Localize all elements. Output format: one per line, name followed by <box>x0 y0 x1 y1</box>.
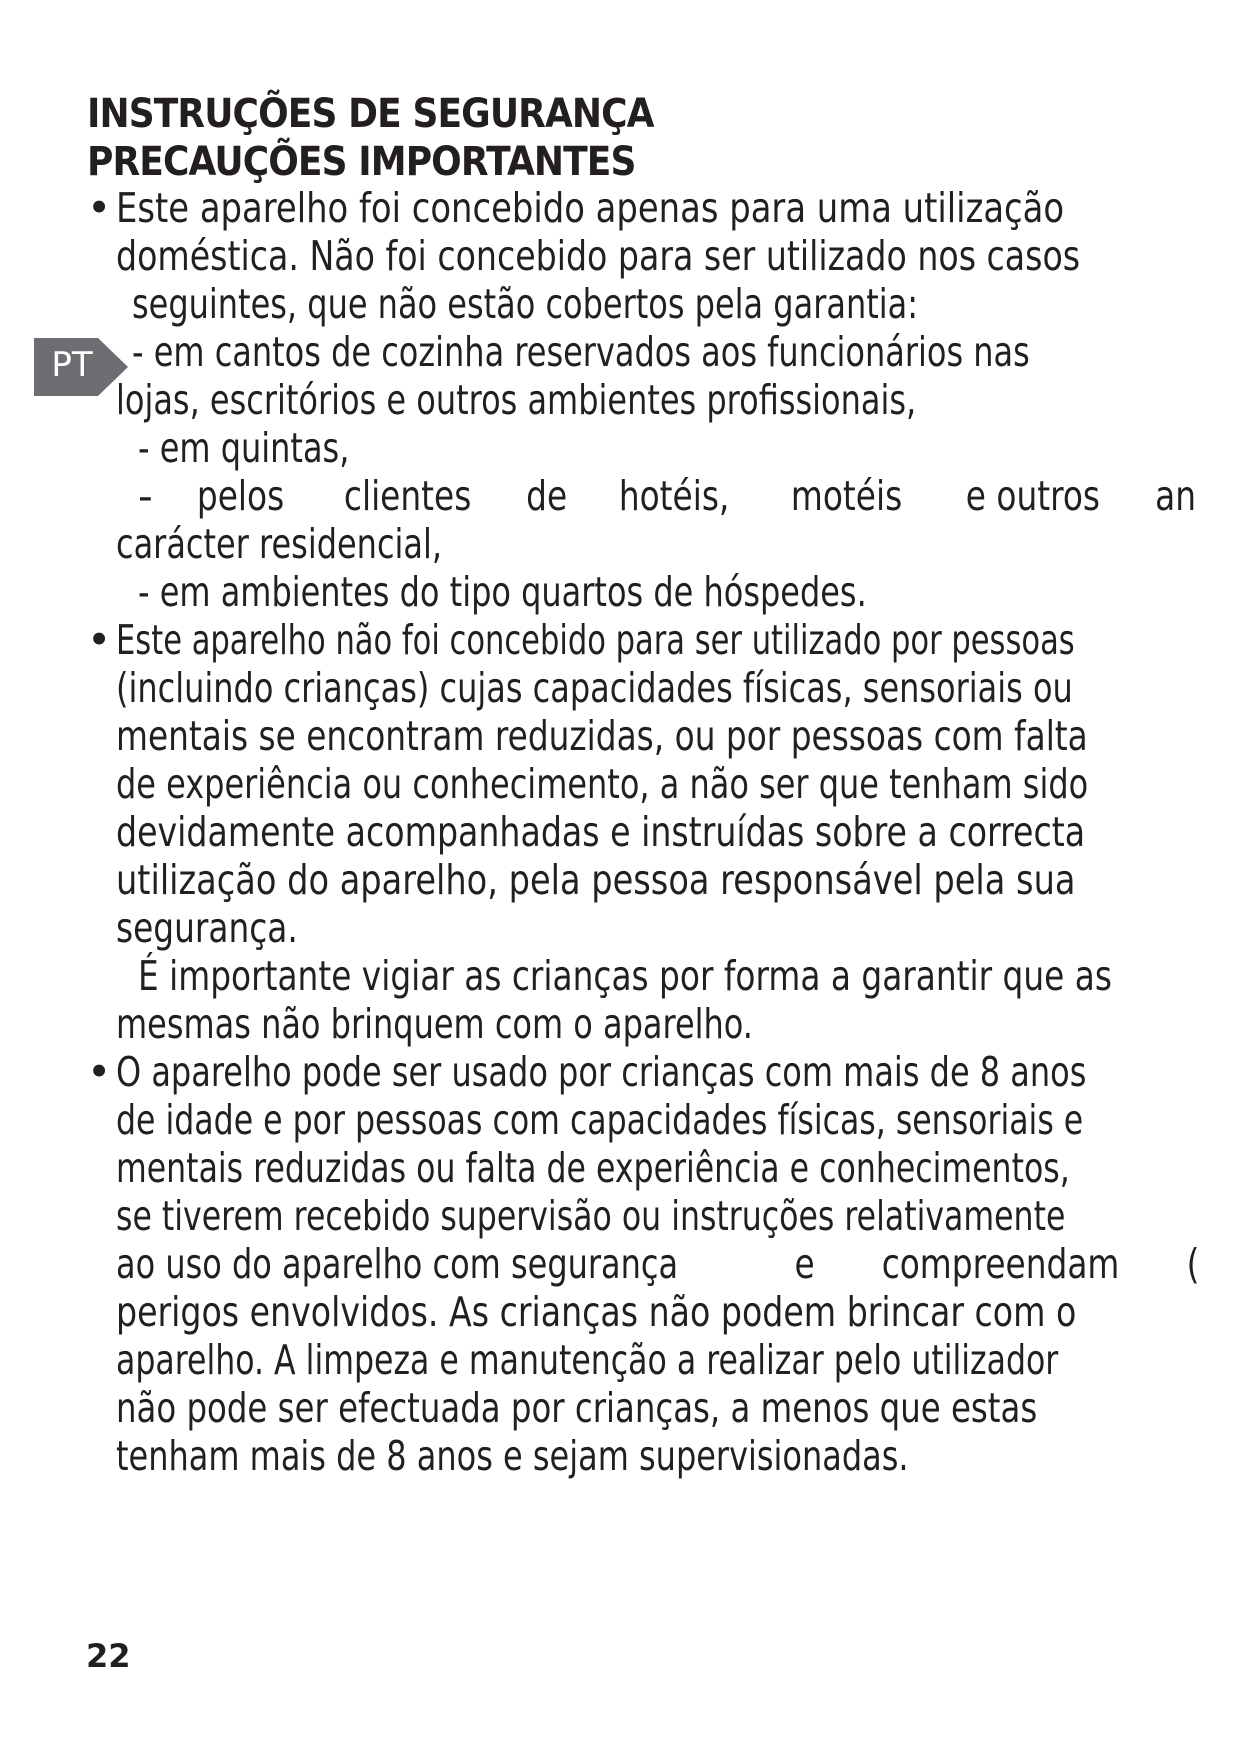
section-title-safety-instructions: INSTRUÇÕES DE SEGURANÇA <box>87 91 654 137</box>
text-line: - em cantos de cozinha reservados aos funcionários nas <box>132 328 1030 376</box>
text-line: não pode ser efectuada por crianças, a menos que estas <box>116 1384 1038 1432</box>
text-line: se tiverem recebido supervisão ou instruções relativamente <box>116 1192 1066 1240</box>
word: ( <box>1186 1240 1200 1288</box>
text-line: lojas, escritórios e outros ambientes profissionais, <box>116 376 917 424</box>
text-line: O aparelho pode ser usado por crianças com mais de 8 anos <box>116 1048 1087 1096</box>
bullet-marker: • <box>87 616 112 664</box>
text-line: segurança. <box>116 904 298 952</box>
word: pelos <box>196 472 285 520</box>
text-line: mentais se encontram reduzidas, ou por pessoas com falta <box>116 712 1088 760</box>
text-line: de idade e por pessoas com capacidades físicas, sensoriais e <box>116 1096 1084 1144</box>
text-line: mentais reduzidas ou falta de experiência e conhecimentos, <box>116 1144 1070 1192</box>
word: clientes <box>344 472 472 520</box>
text-line: Este aparelho não foi concebido para ser utilizado por pessoas <box>116 616 1075 664</box>
word: - <box>138 472 153 520</box>
text-line: devidamente acompanhadas e instruídas sobre a correcta <box>116 808 1086 856</box>
word: an <box>1154 472 1196 520</box>
language-tab <box>34 338 128 396</box>
word: compreendam <box>882 1240 1120 1288</box>
phrase: ao uso do aparelho com segurança <box>116 1240 679 1288</box>
text-line: Este aparelho foi concebido apenas para uma utilização <box>116 184 1065 232</box>
text-line: - em quintas, <box>138 424 350 472</box>
text-line: tenham mais de 8 anos e sejam supervisionadas. <box>116 1432 909 1480</box>
text-line: É importante vigiar as crianças por forma a garantir que as <box>138 952 1112 1000</box>
text-line: mesmas não brinquem com o aparelho. <box>116 1000 753 1048</box>
page-number: 22 <box>86 1637 131 1675</box>
text-line: aparelho. A limpeza e manutenção a realizar pelo utilizador <box>116 1336 1059 1384</box>
word: e <box>794 1240 815 1288</box>
word: hotéis, <box>618 472 730 520</box>
bullet-marker: • <box>87 1048 112 1096</box>
text-line: de experiência ou conhecimento, a não ser que tenham sido <box>116 760 1089 808</box>
text-line: seguintes, que não estão cobertos pela garantia: <box>132 280 919 328</box>
language-code: PT <box>51 345 93 385</box>
text-line: utilização do aparelho, pela pessoa responsável pela sua <box>116 856 1076 904</box>
word: de <box>525 472 567 520</box>
word: e outros <box>965 472 1100 520</box>
section-title-important-precautions: PRECAUÇÕES IMPORTANTES <box>87 139 636 185</box>
text-line-justified <box>116 1240 1201 1288</box>
text-line-justified <box>138 472 1201 520</box>
text-line: (incluindo crianças) cujas capacidades físicas, sensoriais ou <box>116 664 1073 712</box>
text-line: carácter residencial, <box>116 520 443 568</box>
word: motéis <box>790 472 902 520</box>
bullet-marker: • <box>87 184 112 232</box>
text-line: - em ambientes do tipo quartos de hóspedes. <box>138 568 867 616</box>
text-line: perigos envolvidos. As crianças não podem brincar com o <box>116 1288 1077 1336</box>
text-line: doméstica. Não foi concebido para ser utilizado nos casos <box>116 232 1081 280</box>
